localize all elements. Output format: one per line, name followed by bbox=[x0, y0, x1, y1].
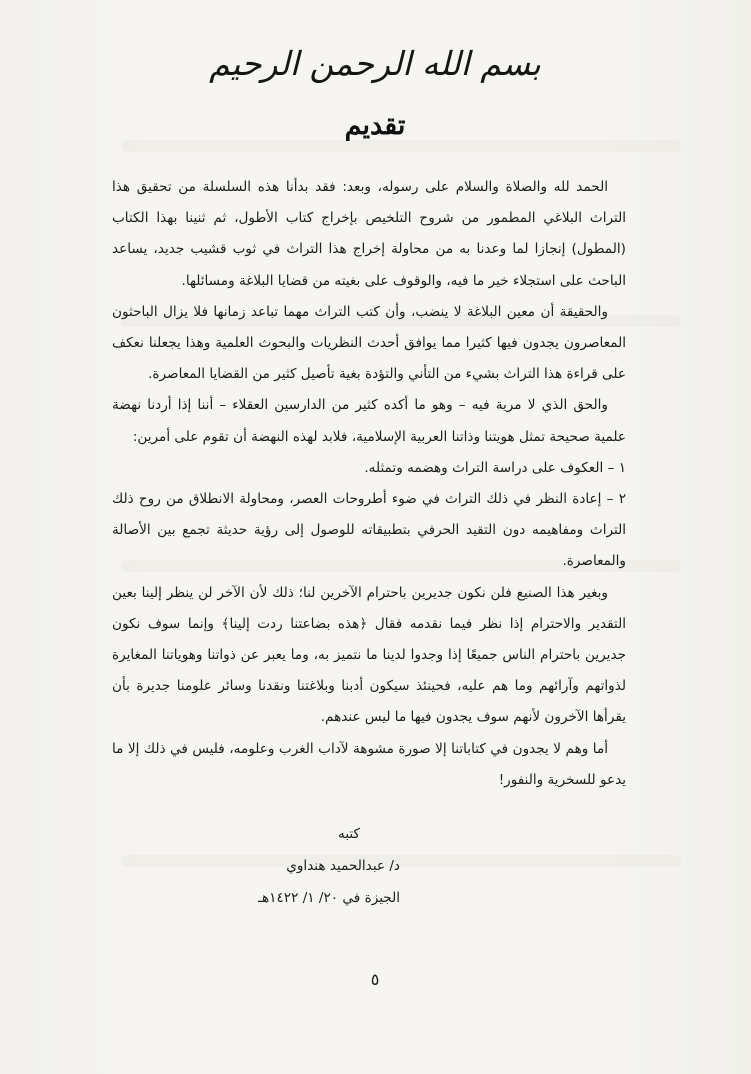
page-number: ٥ bbox=[370, 970, 380, 989]
paragraph: والحقيقة أن معين البلاغة لا ينضب، وأن كتب التراث مهما تباعد زمانها فلا يزال الباحثون المعاصرون يجدون فيها كثيرا مما يوافق أحدث النظريات والبحوث العلمية وهذا يجعلنا نعكف على قراءة هذا التراث بشيء من التأني والتؤدة بغية تأصيل كثير من القضايا المعاصرة. bbox=[112, 303, 626, 383]
body-text bbox=[112, 172, 626, 796]
list-item: ١ – العكوف على دراسة التراث وهضمه وتمثله. bbox=[364, 459, 626, 476]
basmala-heading: بسم الله الرحمن الرحيم bbox=[209, 44, 541, 83]
bleed-through bbox=[121, 140, 681, 152]
page-title: تقديم bbox=[344, 110, 406, 141]
signature-name: د/ عبدالحميد هنداوي bbox=[286, 858, 400, 874]
paragraph: والحق الذي لا مرية فيه – وهو ما أكده كثير من الدارسين العقلاء – أننا إذا أردنا نهضة علمية صحيحة تمثل هويتنا وذاتنا العربية الإسلامية، فلابد لهذه النهضة أن تقوم على أمرين: bbox=[112, 397, 626, 445]
signature-wrote: كتبه bbox=[338, 826, 360, 842]
signature-block bbox=[200, 818, 400, 914]
signature-date: الجيزة في ٢٠/ ١/ ١٤٢٢هـ bbox=[258, 890, 400, 906]
paragraph: أما وهم لا يجدون في كتاباتنا إلا صورة مشوهة لآداب الغرب وعلومه، فليس في ذلك إلا ما يدعو للسخرية والنفور! bbox=[112, 740, 626, 788]
paragraph: وبغير هذا الصنيع فلن نكون جديرين باحترام الآخرين لنا؛ ذلك لأن الآخر لن ينظر إلينا بعين التقدير والاحترام إذا نظر فيما نقدمه فقال ﴿هذه بضاعتنا ردت إلينا﴾ وإنما سوف نكون جديرين باحترام الناس جميعًا إذا وجدوا لدينا ما نتميز به، وما يعبر عن ذواتنا وهوياتنا المغايرة لذواتهم وآرائهم وما هم عليه، فحينئذ سيكون أدبنا وبلاغتنا ونقدنا وسائر علومنا جديرة بأن يقرأها الآخرون لأنهم سوف يجدون فيها ما ليس عندهم. bbox=[112, 584, 626, 726]
list-item: ٢ – إعادة النظر في ذلك التراث في ضوء أطروحات العصر، ومحاولة الانطلاق من روح ذلك التراث ومفاهيمه دون التقيد الحرفي بتطبيقاته للوصول إلى رؤية حديثة تجمع بين الأصالة والمعاصرة. bbox=[112, 491, 626, 570]
paragraph: الحمد لله والصلاة والسلام على رسوله، وبعد: فقد بدأنا هذه السلسلة من تحقيق هذا التراث البلاغي المطمور من شروح التلخيص بإخراج كتاب الأطول، ثم ثنينا بهذا الكتاب (المطول) إنجازا لما وعدنا به من محاولة إخراج هذا التراث في ثوب قشيب جديد، يساعد الباحث على استجلاء خير ما فيه، والوقوف على بغيته من قضايا البلاغة ومسائلها. bbox=[112, 179, 626, 289]
